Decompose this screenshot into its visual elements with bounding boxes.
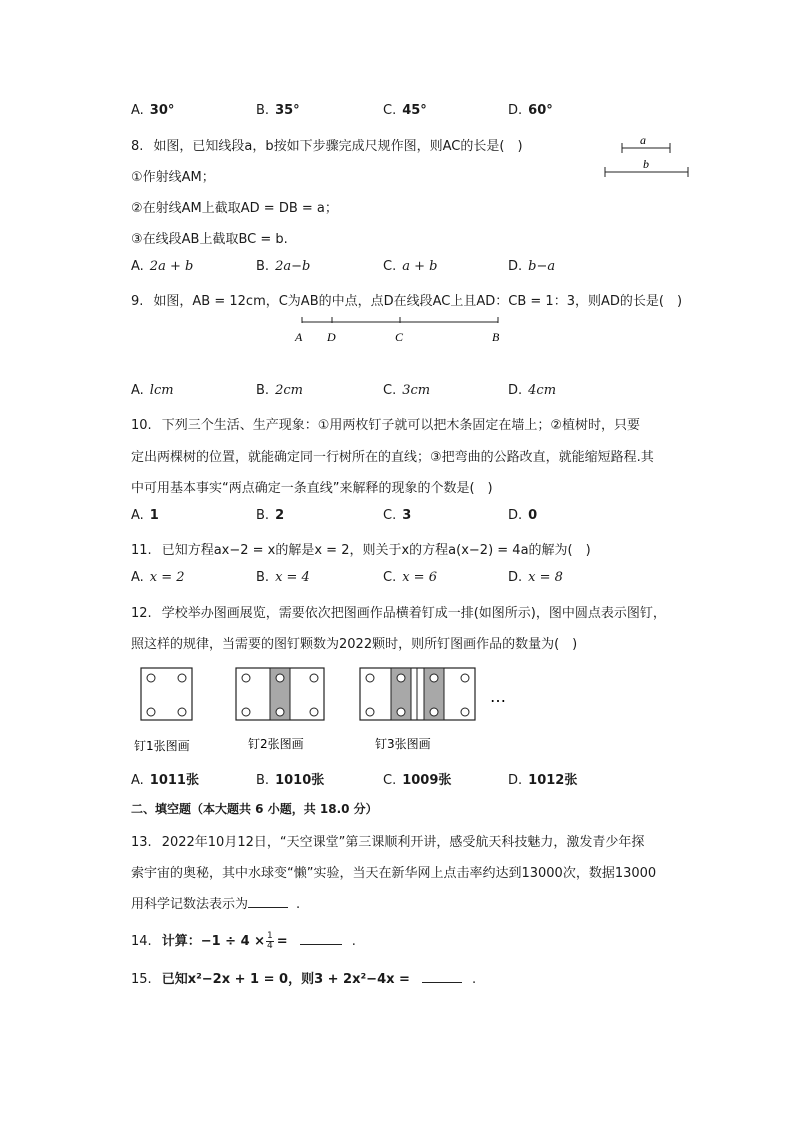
- picture-set-3: [360, 668, 475, 720]
- q8-step-2: ②在射线AM上截取AD = DB = a；: [131, 201, 338, 216]
- caption-1: 钉1张图画: [134, 739, 190, 753]
- q9-figure: [290, 312, 510, 348]
- q8-option-b[interactable]: B. 2a−b: [256, 259, 311, 274]
- point-label-b: B: [492, 330, 500, 344]
- q7-option-d[interactable]: D. 60°: [508, 103, 553, 118]
- caption-2: 钉2张图画: [248, 737, 304, 751]
- q9-option-d[interactable]: D. 4cm: [508, 383, 557, 398]
- fraction: $\frac{1}{4}$: [267, 931, 273, 951]
- q12-option-b[interactable]: B. 1010张: [256, 773, 325, 788]
- caption-3: 钉3张图画: [375, 737, 431, 751]
- q12-line-2: 照这样的规律，当需要的图钉颗数为2022颗时，则所钉图画作品的数量为( ): [131, 637, 578, 652]
- pin-icon: [366, 674, 374, 682]
- q9-stem: 9. 如图，AB = 12cm，C为AB的中点，点D在线段AC上且AD：CB = 1：3，则AD的长是( ): [131, 294, 683, 309]
- pin-icon: [147, 708, 155, 716]
- q14-stem: 14. 计算：−1 ÷ 4 × $\frac{1}{4}$ = .: [131, 931, 356, 951]
- pin-icon: [178, 708, 186, 716]
- q7-option-a[interactable]: A. 30°: [131, 103, 175, 118]
- q8-step-3: ③在线段AB上截取BC = b.: [131, 232, 288, 247]
- q9-option-a[interactable]: A. lcm: [131, 383, 174, 398]
- q13-line-1: 13. 2022年10月12日，“天空课堂”第三课顺利开讲，感受航天科技魅力，激发青少年探: [131, 835, 645, 850]
- pin-icon: [397, 708, 405, 716]
- pin-icon: [276, 708, 284, 716]
- q7-options: [131, 103, 691, 123]
- q11-option-b[interactable]: B. x = 4: [256, 570, 310, 585]
- picture-set-2: [236, 668, 324, 720]
- point-label-c: C: [395, 330, 404, 344]
- q11-option-a[interactable]: A. x = 2: [131, 570, 185, 585]
- pin-icon: [366, 708, 374, 716]
- q12-line-1: 12. 学校举办图画展览，需要依次把图画作品横着钉成一排(如图所示)，图中圆点表示图钉，: [131, 606, 666, 621]
- label-b: b: [643, 157, 649, 171]
- q12-options: [131, 769, 691, 789]
- q8-option-a[interactable]: A. 2a + b: [131, 259, 194, 274]
- q8-figure: [600, 132, 695, 178]
- q8-option-c[interactable]: C. a + b: [383, 259, 438, 274]
- picture-set-1: [141, 668, 192, 720]
- q10-line-2: 定出两棵树的位置，就能确定同一行树所在的直线；③把弯曲的公路改直，就能缩短路程.其: [131, 450, 654, 465]
- q11-options: [131, 570, 691, 590]
- pin-icon: [430, 708, 438, 716]
- pin-icon: [461, 674, 469, 682]
- pin-icon: [276, 674, 284, 682]
- q10-line-3: 中可用基本事实“两点确定一条直线”来解释的现象的个数是( ): [131, 481, 493, 496]
- q15-stem: 15. 已知x²−2x + 1 = 0，则3 + 2x²−4x = .: [131, 972, 477, 987]
- pin-icon: [147, 674, 155, 682]
- q10-option-d[interactable]: D. 0: [508, 508, 538, 523]
- q11-stem: 11. 已知方程ax−2 = x的解是x = 2，则关于x的方程a(x−2) = 4a的解为( ): [131, 543, 591, 558]
- q10-options: [131, 508, 691, 528]
- q10-option-a[interactable]: A. 1: [131, 508, 159, 523]
- q14-answer-blank[interactable]: [300, 932, 342, 945]
- q15-answer-blank[interactable]: [422, 970, 462, 983]
- q12-option-a[interactable]: A. 1011张: [131, 773, 199, 788]
- q11-option-c[interactable]: C. x = 6: [383, 570, 437, 585]
- q9-option-b[interactable]: B. 2cm: [256, 383, 303, 398]
- q8-stem: 8. 如图，已知线段a，b按如下步骤完成尺规作图，则AC的长是( ): [131, 139, 523, 154]
- q8-step-1: ①作射线AM；: [131, 170, 215, 185]
- pin-icon: [430, 674, 438, 682]
- q12-option-d[interactable]: D. 1012张: [508, 773, 578, 788]
- pin-icon: [242, 708, 250, 716]
- pin-icon: [397, 674, 405, 682]
- q13-line-3: 用科学记数法表示为 .: [131, 897, 301, 912]
- section-title: 二、填空题（本大题共 6 小题，共 18.0 分）: [131, 802, 378, 816]
- q11-option-d[interactable]: D. x = 8: [508, 570, 563, 585]
- ellipsis: …: [490, 687, 506, 706]
- q8-option-d[interactable]: D. b−a: [508, 259, 556, 274]
- pin-icon: [310, 708, 318, 716]
- pin-icon: [242, 674, 250, 682]
- q9-option-c[interactable]: C. 3cm: [383, 383, 431, 398]
- pin-icon: [461, 708, 469, 716]
- q12-figure: [130, 662, 530, 754]
- pin-icon: [178, 674, 186, 682]
- q8-options: [131, 259, 691, 279]
- q10-option-b[interactable]: B. 2: [256, 508, 285, 523]
- q7-option-b[interactable]: B. 35°: [256, 103, 300, 118]
- q7-option-c[interactable]: C. 45°: [383, 103, 427, 118]
- label-a: a: [640, 133, 646, 147]
- q13-answer-blank[interactable]: [248, 895, 288, 908]
- point-label-d: D: [327, 330, 336, 344]
- pin-icon: [310, 674, 318, 682]
- q9-options: [131, 383, 691, 403]
- point-label-a: A: [295, 330, 303, 344]
- q10-line-1: 10. 下列三个生活、生产现象：①用两枚钉子就可以把木条固定在墙上；②植树时，只要: [131, 418, 640, 433]
- q12-option-c[interactable]: C. 1009张: [383, 773, 452, 788]
- q13-line-2: 索宇宙的奥秘，其中水球变“懒”实验，当天在新华网上点击率约达到13000次，数据13000: [131, 866, 657, 881]
- q10-option-c[interactable]: C. 3: [383, 508, 412, 523]
